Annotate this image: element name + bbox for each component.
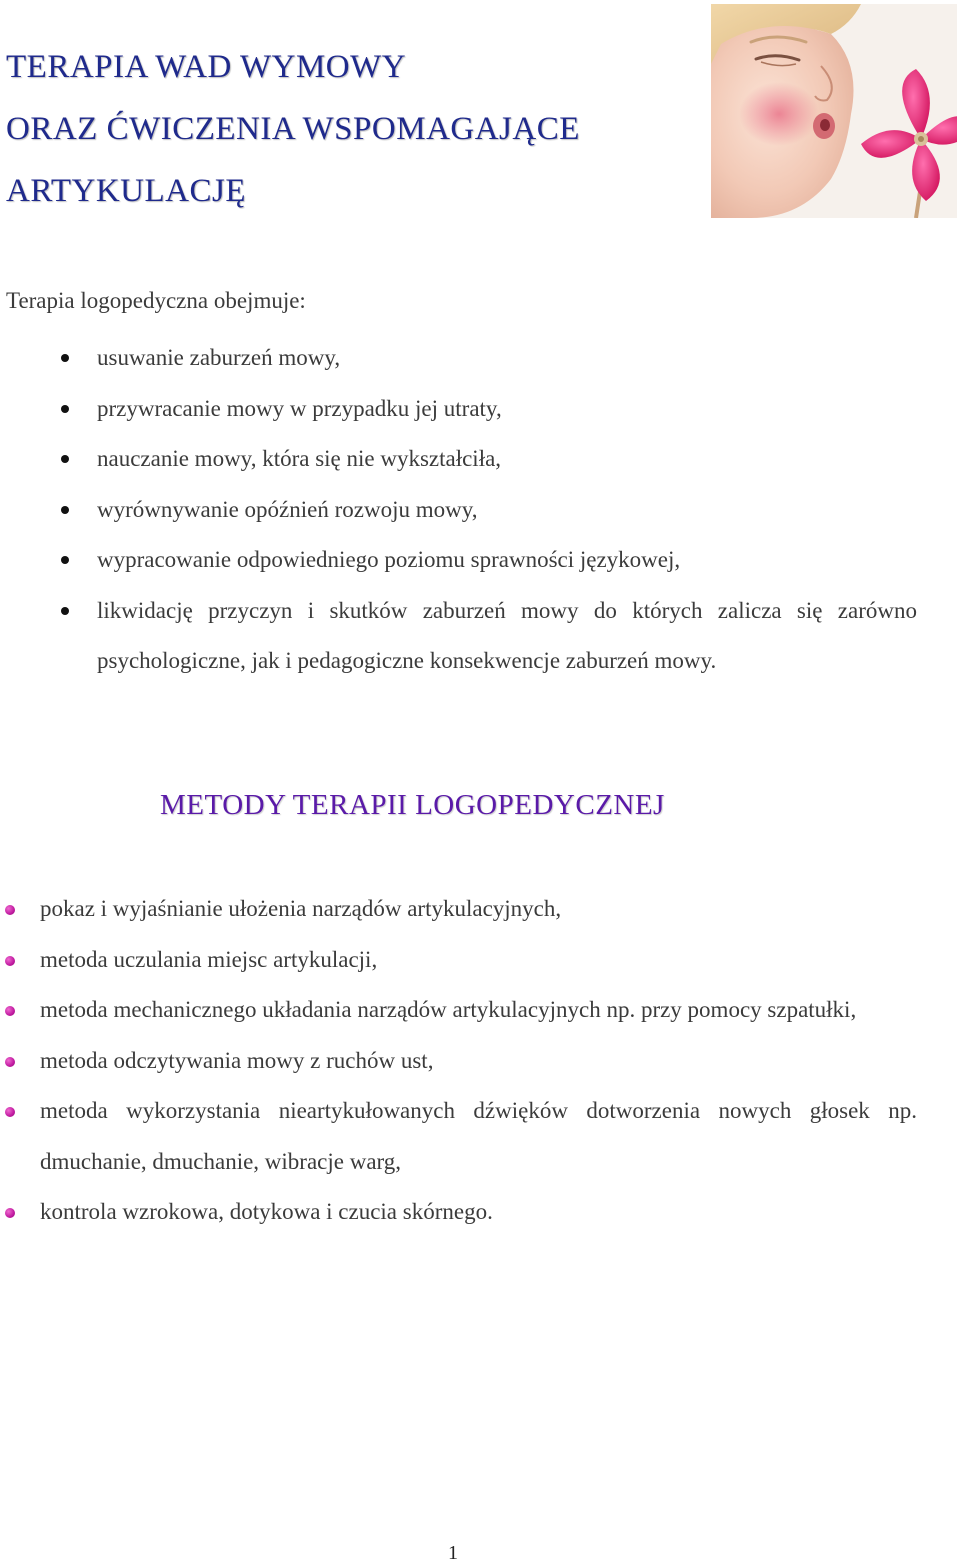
pink-bullet-icon (5, 956, 15, 966)
list-item (55, 384, 917, 435)
bullet-icon (61, 455, 69, 463)
list-item-text: przywracanie mowy w przypadku jej utraty, (97, 395, 502, 421)
list-item (55, 586, 917, 687)
list-item (0, 884, 917, 935)
bullet-icon (61, 405, 69, 413)
methods-list (0, 884, 917, 1238)
therapy-scope-list (55, 333, 917, 687)
section-title-methods: METODY TERAPII LOGOPEDYCZNEJ (160, 789, 665, 821)
list-item-text: metoda odczytywania mowy z ruchów ust, (40, 1047, 434, 1073)
title-line-1: TERAPIA WAD WYMOWY (6, 49, 407, 85)
document-title (6, 36, 696, 222)
list-item-text: metoda mechanicznego układania narządów artykulacyjnych np. przy pomocy szpatułki, (40, 997, 857, 1022)
list-item-text: wypracowanie odpowiedniego poziomu sprawności językowej, (97, 547, 681, 572)
bullet-icon (61, 556, 69, 564)
list-item-text: wyrównywanie opóźnień rozwoju mowy, (97, 496, 478, 522)
list-item (55, 535, 917, 586)
list-item-text: nauczanie mowy, która się nie wykształciła, (97, 446, 502, 471)
list-item (55, 434, 917, 485)
bullet-icon (61, 506, 69, 514)
list-item-text: metoda uczulania miejsc artykulacji, (40, 946, 378, 972)
list-item (0, 985, 917, 1036)
bullet-icon (61, 354, 69, 362)
list-item (0, 1086, 917, 1187)
list-item (55, 485, 917, 536)
list-item-text: metoda wykorzystania nieartykułowanych dźwięków dotworzenia nowych głosek np. dmuchanie, dmuchanie, wibracje warg, (40, 1098, 917, 1174)
list-item (0, 1036, 917, 1087)
pink-bullet-icon (5, 1107, 15, 1117)
list-item-text: pokaz i wyjaśnianie ułożenia narządów artykulacyjnych, (40, 896, 562, 921)
list-item-text: usuwanie zaburzeń mowy, (97, 345, 341, 370)
list-item (0, 1187, 917, 1238)
title-line-2: ORAZ ĆWICZENIA WSPOMAGAJĄCE (6, 111, 580, 147)
intro-text: Terapia logopedyczna obejmuje: (6, 288, 306, 313)
list-item (55, 333, 917, 384)
bullet-icon (61, 607, 69, 615)
pink-bullet-icon (5, 1057, 15, 1067)
child-blowing-pinwheel-image (711, 4, 957, 218)
pink-bullet-icon (5, 1208, 15, 1218)
list-item-text: kontrola wzrokowa, dotykowa i czucia skórnego. (40, 1199, 493, 1224)
page-number: 1 (448, 1542, 458, 1564)
pink-bullet-icon (5, 905, 15, 915)
list-item (0, 935, 917, 986)
list-item-text: likwidację przyczyn i skutków zaburzeń mowy do których zalicza się zarówno psychologiczne, jak i pedagogiczne konsekwencje zaburzeń mowy. (97, 597, 917, 673)
title-line-3: ARTYKULACJĘ (6, 173, 247, 209)
pink-bullet-icon (5, 1006, 15, 1016)
